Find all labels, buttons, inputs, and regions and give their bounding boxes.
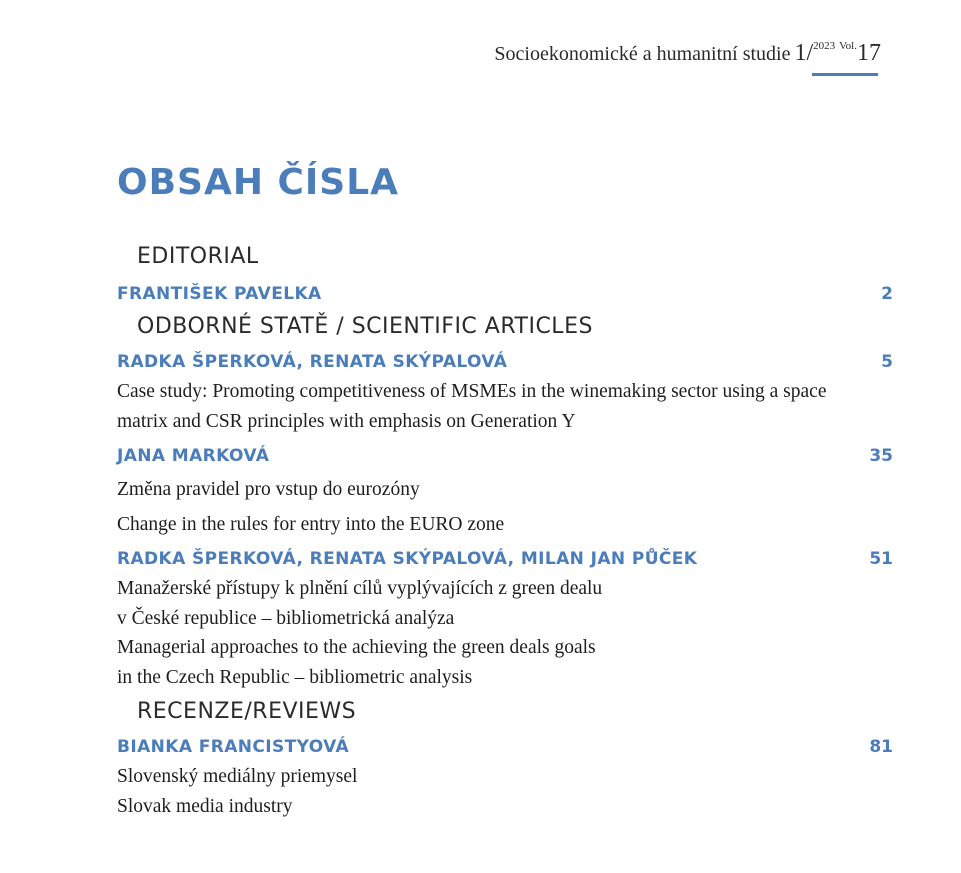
entry-title-line: Case study: Promoting competitiveness of MSMEs in the winemaking sector using a space bbox=[117, 381, 827, 402]
entry-title-line: Slovak media industry bbox=[117, 796, 293, 817]
entry-authors: FRANTIŠEK PAVELKA bbox=[117, 284, 322, 304]
entry-page: 51 bbox=[869, 549, 893, 569]
entry-title-line: Změna pravidel pro vstup do eurozóny bbox=[117, 479, 420, 500]
journal-header bbox=[494, 40, 881, 67]
header-underline bbox=[812, 73, 878, 76]
entry-page: 5 bbox=[881, 352, 893, 372]
entry-title-line: Change in the rules for entry into the EURO zone bbox=[117, 514, 505, 535]
journal-name: Socioekonomické a humanitní studie bbox=[494, 43, 791, 65]
page-title: OBSAH ČÍSLA bbox=[117, 162, 400, 203]
issue-year: 2023 bbox=[813, 40, 836, 52]
section-articles: ODBORNÉ STATĚ / SCIENTIFIC ARTICLES bbox=[137, 314, 593, 339]
entry-page: 35 bbox=[869, 446, 893, 466]
entry-title-line: in the Czech Republic – bibliometric analysis bbox=[117, 667, 473, 688]
entry-title-line: matrix and CSR principles with emphasis on Generation Y bbox=[117, 411, 576, 432]
entry-title-line: v České republice – bibliometrická analýza bbox=[117, 608, 455, 629]
entry-title-line: Managerial approaches to the achieving the green deals goals bbox=[117, 637, 596, 658]
entry-title-line: Manažerské přístupy k plnění cílů vyplývajících z green dealu bbox=[117, 578, 603, 599]
section-reviews: RECENZE/REVIEWS bbox=[137, 699, 357, 724]
entry-authors: JANA MARKOVÁ bbox=[117, 446, 270, 466]
volume-number: 17 bbox=[857, 40, 881, 66]
entry-authors: BIANKA FRANCISTYOVÁ bbox=[117, 737, 350, 757]
entry-page: 2 bbox=[881, 284, 893, 304]
issue-number: 1/ bbox=[794, 40, 814, 66]
section-editorial: EDITORIAL bbox=[137, 244, 259, 269]
entry-page: 81 bbox=[869, 737, 893, 757]
entry-authors: RADKA ŠPERKOVÁ, RENATA SKÝPALOVÁ, MILAN JAN PŮČEK bbox=[117, 549, 698, 569]
volume-label: Vol. bbox=[839, 40, 857, 52]
entry-title-line: Slovenský mediálny priemysel bbox=[117, 766, 358, 787]
entry-authors: RADKA ŠPERKOVÁ, RENATA SKÝPALOVÁ bbox=[117, 352, 508, 372]
